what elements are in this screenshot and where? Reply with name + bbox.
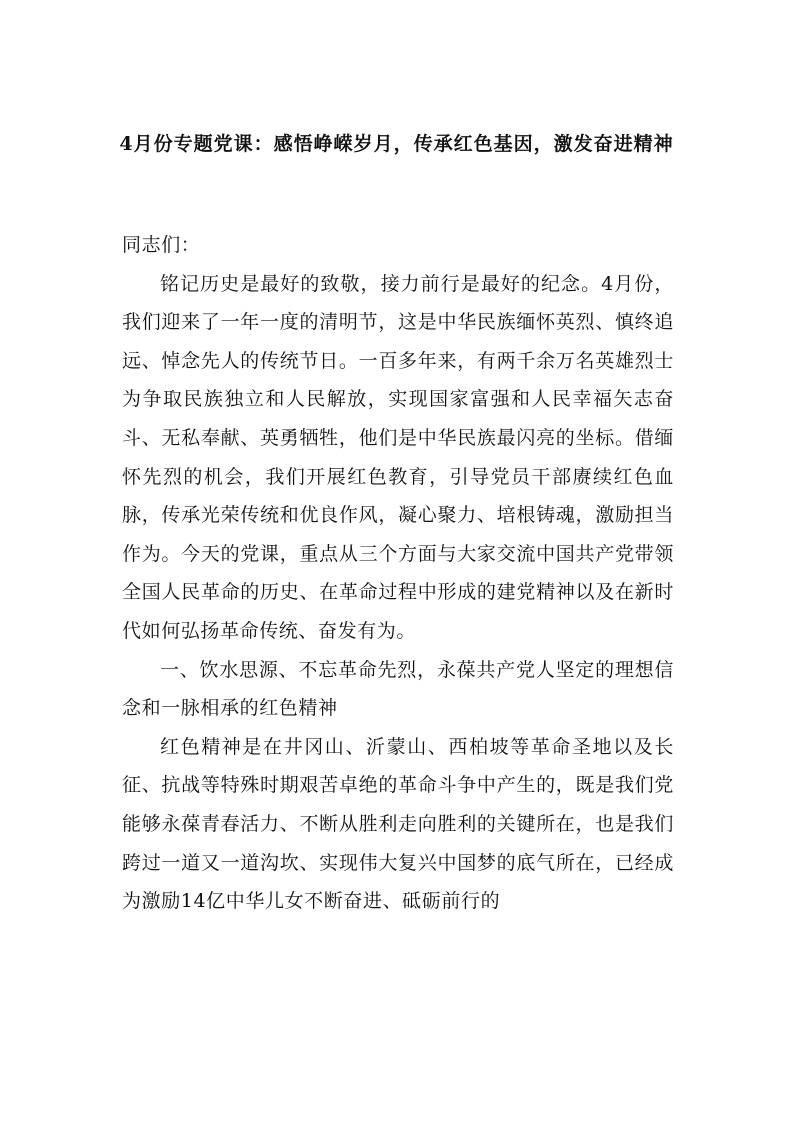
document-body [122, 226, 674, 921]
greeting: 同志们： [122, 234, 201, 256]
paragraph-intro: 铭记历史是最好的致敬，接力前行是最好的纪念。4月份，我们迎来了一年一度的清明节，这是中华民族缅怀英烈、慎终追远、悼念先人的传统节日。一百多年来，有两千余万名英雄烈士为争取民族独立和人民解放，实现国家富强和人民幸福矢志奋斗、无私奉献、英勇牺牲，他们是中华民族最闪亮的坐标。借缅怀先烈的机会，我们开展红色教育，引导党员干部赓续红色血脉，传承光荣传统和优良作风，凝心聚力、培根铸魂，激励担当作为。今天的党课，重点从三个方面与大家交流中国共产党带领全国人民革命的历史、在革命过程中形成的建党精神以及在新时代如何弘扬革命传统、奋发有为。 [122, 272, 674, 642]
paragraph-red-spirit: 红色精神是在井冈山、沂蒙山、西柏坡等革命圣地以及长征、抗战等特殊时期艰苦卓绝的革命斗争中产生的，既是我们党能够永葆青春活力、不断从胜利走向胜利的关键所在，也是我们跨过一道又一道沟坎、实现伟大复兴中国梦的底气所在，已经成为激励14亿中华儿女不断奋进、砥砺前行的 [122, 735, 674, 913]
section-heading-1: 一、饮水思源、不忘革命先烈，永葆共产党人坚定的理想信念和一脉相承的红色精神 [122, 658, 674, 720]
document-title: 4月份专题党课：感悟峥嵘岁月，传承红色基因，激发奋进精神 [119, 133, 674, 155]
